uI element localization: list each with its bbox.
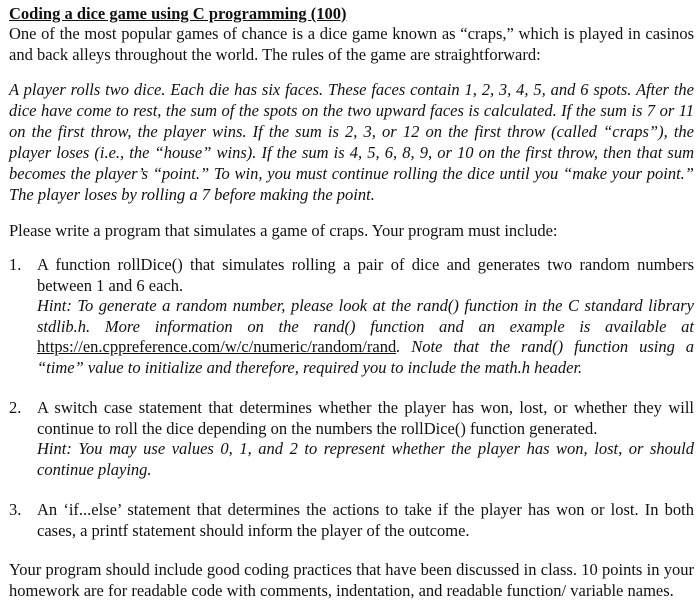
task-prompt: Please write a program that simulates a game of craps. Your program must include: — [9, 221, 558, 240]
requirement-hint — [37, 296, 694, 377]
game-rules-paragraph: A player rolls two dice. Each die has six faces. These faces contain 1, 2, 3, 4, 5, and 6 spots. After the dice have come to rest, the sum of the spots on the two upward faces is calculated. If the sum is 7 or 11 on the first throw, the player wins. If the sum is 2, 3, or 12 on the first throw (called “craps”), the player loses (i.e., the “house” wins). If the sum is 4, 5, 6, 8, 9, or 10 on the first throw, then that sum becomes the player’s “point.” To win, you must continue rolling the dice until you “make your point.” The player loses by rolling a 7 before making the point. — [9, 80, 694, 204]
requirement-text: An ‘if...else’ statement that determines the actions to take if the player has won or lost. In both cases, a printf statement should inform the player of the outcome. — [37, 500, 694, 540]
requirement-item-2 — [9, 398, 694, 480]
hint-text-before-link: Hint: To generate a random number, please look at the rand() function in the C standard library stdlib.h. More information on the rand() function and an example is available at — [37, 296, 694, 336]
requirement-number: 3. — [9, 500, 22, 519]
requirements-list — [9, 255, 694, 541]
closing-paragraph: Your program should include good coding practices that have been discussed in class. 10 points in your homework are for readable code with comments, indentation, and readable function/ variable names. — [9, 560, 694, 600]
intro-paragraph: One of the most popular games of chance is a dice game known as “craps,” which is played in casinos and back alleys throughout the world. The rules of the game are straightforward: — [9, 24, 694, 64]
assignment-title: Coding a dice game using C programming (100) — [9, 4, 347, 23]
requirement-text: A function rollDice() that simulates rolling a pair of dice and generates two random numbers between 1 and 6 each. — [37, 255, 694, 295]
cppreference-rand-link[interactable]: https://en.cppreference.com/w/c/numeric/random/rand — [37, 337, 397, 356]
requirement-item-3 — [9, 500, 694, 541]
hint-text-after-link: . Note that the rand() function using a “time” value to initialize and therefore, required you to include the math.h header. — [37, 337, 694, 377]
requirement-number: 2. — [9, 398, 22, 417]
requirement-item-1 — [9, 255, 694, 378]
requirement-number: 1. — [9, 255, 22, 274]
requirement-text: A switch case statement that determines whether the player has won, lost, or whether they will continue to roll the dice depending on the numbers the rollDice() function generated. — [37, 398, 694, 438]
requirement-hint: Hint: You may use values 0, 1, and 2 to represent whether the player has won, lost, or should continue playing. — [37, 439, 694, 479]
